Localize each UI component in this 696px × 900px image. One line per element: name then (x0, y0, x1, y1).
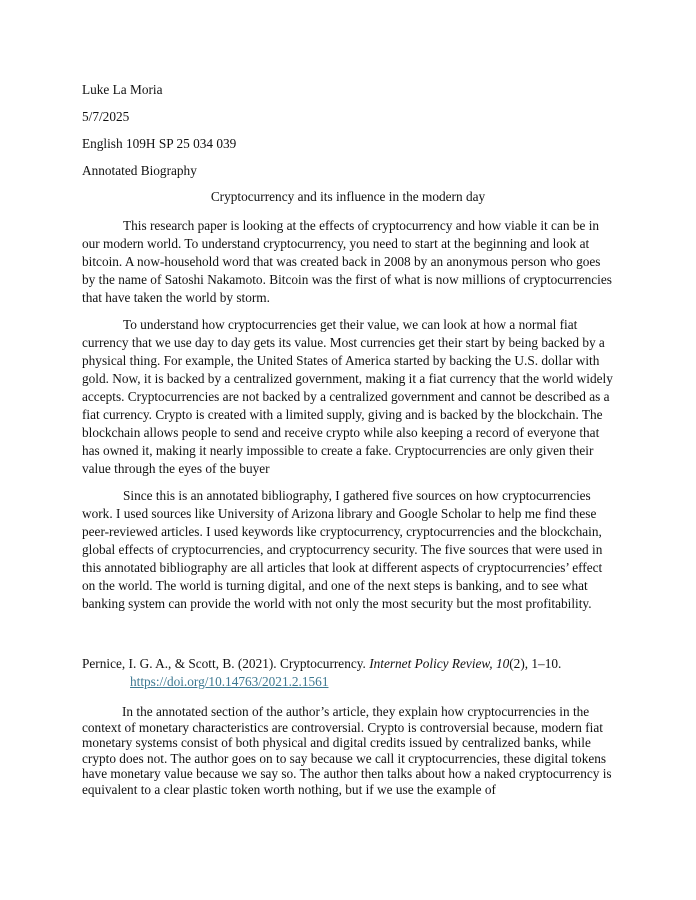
citation-volume: 10 (495, 656, 510, 671)
citation-journal: Internet Policy Review (369, 656, 490, 671)
citation-doi-link[interactable]: https://doi.org/10.14763/2021.2.1561 (130, 674, 329, 689)
document-title: Cryptocurrency and its influence in the modern day (210, 189, 486, 204)
body-paragraph-1: This research paper is looking at the effects of cryptocurrency and how viable it can be in our modern world. To understand cryptocurrency, you need to start at the beginning and look at bitcoin. A now-household word that was created back in 2008 by an anonymous person who goes by the name of Satoshi Nakamoto. Bitcoin was the first of what is now millions of cryptocurrencies that have taken the world by storm. (82, 218, 612, 305)
author-name: Luke La Moria (82, 82, 163, 97)
body-paragraph-2: To understand how cryptocurrencies get their value, we can look at how a normal fiat currency that we use day to day gets its value. Most currencies get their start by being backed by a physical thing. For example, the United States of America started by backing the U.S. dollar with gold. Now, it is backed by a centralized government, making it a fiat currency that the world widely accepts. Cryptocurrencies are not backed by a centralized government and cannot be described as a fiat currency. Crypto is created with a limited supply, giving and is backed by the blockchain. The blockchain allows people to send and receive crypto while also keeping a record of everyone that has owned it, making it nearly impossible to create a fake. Cryptocurrencies are only given their value through the eyes of the buyer (82, 317, 613, 476)
citation-issue-pages: (2), 1–10. (509, 656, 562, 671)
body-paragraph-3: Since this is an annotated bibliography, I gathered five sources on how cryptocurrencies work. I used sources like University of Arizona library and Google Scholar to help me find these peer-reviewed articles. I used keywords like cryptocurrency, cryptocurrencies and the blockchain, global effects of cryptocurrencies, and cryptocurrency security. The five sources that were used in this annotated bibliography are all articles that look at different aspects of cryptocurrencies’ effect on the world. The world is turning digital, and one of the next steps is banking, and to see what banking system can provide the world with not only the most security but the most profitability. (82, 488, 603, 611)
citation-authors-title: Pernice, I. G. A., & Scott, B. (2021). Cryptocurrency. (82, 656, 370, 671)
course-line: English 109H SP 25 034 039 (82, 136, 237, 151)
date-line: 5/7/2025 (82, 109, 130, 124)
citation-entry (82, 655, 616, 691)
annotation-paragraph: In the annotated section of the author’s article, they explain how cryptocurrencies in the context of monetary characteristics are controversial. Crypto is controversial because, modern fiat monetary systems consist of both physical and digital credits issued by centralized banks, while crypto does not. The author goes on to say because we call it cryptocurrencies, these digital tokens have monetary value because we say so. The author then talks about how a naked cryptocurrency is equivalent to a clear plastic token worth nothing, but if we use the example of (82, 704, 612, 797)
assignment-line: Annotated Biography (82, 163, 197, 178)
citation-comma: , (489, 656, 496, 671)
